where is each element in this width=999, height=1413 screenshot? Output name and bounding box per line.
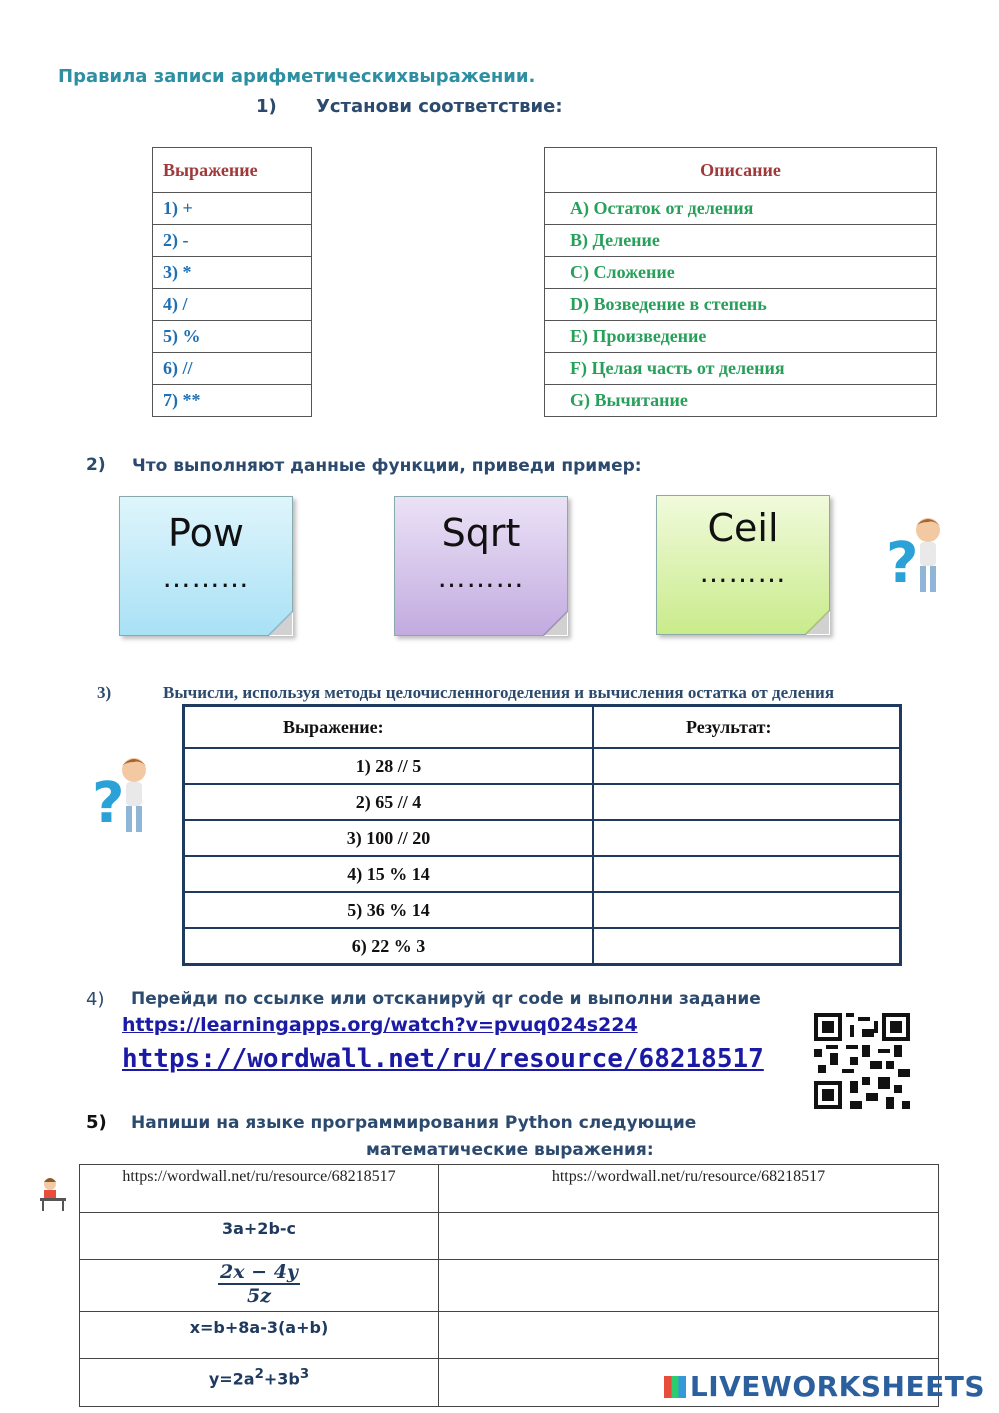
description-item[interactable]: C) Сложение (545, 257, 937, 289)
calc-table (182, 704, 902, 966)
task5-number: 5) (86, 1112, 107, 1133)
brand-icon (664, 1376, 686, 1398)
note-answer-field[interactable]: ……… (699, 556, 787, 589)
description-item[interactable]: G) Вычитание (545, 385, 937, 417)
expression-item[interactable]: 4) / (153, 289, 312, 321)
learningapps-link[interactable]: https://learningapps.org/watch?v=pvuq024s224 (122, 1014, 638, 1036)
expression-item[interactable]: 5) % (153, 321, 312, 353)
calc-expression: 3) 100 // 20 (184, 820, 594, 856)
task4-title: Перейди по ссылке или отсканируй qr code и выполни задание (131, 989, 761, 1009)
expression-item[interactable]: 6) // (153, 353, 312, 385)
expression-item[interactable]: 2) - (153, 225, 312, 257)
fraction-numerator: 2x − 4y (220, 1261, 298, 1283)
task4-number: 4) (86, 989, 105, 1010)
expression-item[interactable]: 3) * (153, 257, 312, 289)
wordwall-link[interactable]: https://wordwall.net/ru/resource/68218517 (122, 1044, 764, 1074)
table-header-link[interactable]: https://wordwall.net/ru/resource/68218517 (80, 1165, 439, 1213)
calc-header-result: Результат: (593, 706, 901, 749)
description-table (544, 147, 937, 417)
math-fraction (80, 1260, 439, 1312)
task1-title: Установи соответствие: (316, 96, 563, 117)
python-answer-input[interactable] (439, 1312, 939, 1359)
task3-title: Вычисли, используя методы целочисленногоделения и вычисления остатка от деления (163, 683, 835, 702)
calc-header-expression: Выражение: (184, 706, 594, 749)
task1-number: 1) (256, 96, 277, 117)
qr-code-icon[interactable] (814, 1013, 910, 1109)
task5-title-line1: Напиши на языке программирования Python следующие (131, 1113, 697, 1133)
expression-item[interactable]: 1) + (153, 193, 312, 225)
note-answer-field[interactable]: ……… (437, 561, 525, 594)
note-ceil (656, 495, 830, 635)
python-answer-input[interactable] (439, 1213, 939, 1260)
expression-item[interactable]: 7) ** (153, 385, 312, 417)
python-answer-input[interactable] (439, 1260, 939, 1312)
task3-number: 3) (97, 683, 112, 702)
calc-expression: 1) 28 // 5 (184, 748, 594, 784)
calc-result-input[interactable] (593, 784, 901, 820)
table-header-link[interactable]: https://wordwall.net/ru/resource/68218517 (439, 1165, 939, 1213)
svg-text:?: ? (886, 531, 919, 596)
note-label: Ceil (707, 506, 779, 550)
calc-expression: 2) 65 // 4 (184, 784, 594, 820)
task2-number: 2) (86, 455, 106, 475)
calc-result-input[interactable] (593, 748, 901, 784)
thinking-person-icon (90, 752, 156, 836)
fraction-denominator: 5z (246, 1285, 271, 1307)
math-expression: 3a+2b-c (80, 1213, 439, 1260)
calc-expression: 5) 36 % 14 (184, 892, 594, 928)
calc-result-input[interactable] (593, 928, 901, 965)
page-title: Правила записи арифметическихвыражении. (58, 66, 536, 87)
math-expression-power: $y=2a^2+3b^3$ (80, 1359, 439, 1407)
svg-text:?: ? (92, 771, 125, 836)
liveworksheets-logo: LIVEWORKSHEETS (664, 1370, 985, 1403)
thinking-person-icon (884, 512, 950, 596)
expression-header: Выражение (153, 148, 312, 193)
description-item[interactable]: D) Возведение в степень (545, 289, 937, 321)
calc-expression: 4) 15 % 14 (184, 856, 594, 892)
student-at-desk-icon (38, 1176, 68, 1212)
note-pow (119, 496, 293, 636)
note-label: Sqrt (441, 511, 521, 555)
task2-title: Что выполняют данные функции, приведи пример: (132, 456, 642, 476)
description-item[interactable]: E) Произведение (545, 321, 937, 353)
calc-result-input[interactable] (593, 820, 901, 856)
calc-result-input[interactable] (593, 892, 901, 928)
description-item[interactable]: A) Остаток от деления (545, 193, 937, 225)
description-header: Описание (545, 148, 937, 193)
task5-title-line2: математические выражения: (366, 1140, 654, 1160)
math-expression: x=b+8a-3(a+b) (80, 1312, 439, 1359)
description-item[interactable]: B) Деление (545, 225, 937, 257)
note-label: Pow (168, 511, 244, 555)
calc-expression: 6) 22 % 3 (184, 928, 594, 965)
expression-table (152, 147, 312, 417)
note-sqrt (394, 496, 568, 636)
description-item[interactable]: F) Целая часть от деления (545, 353, 937, 385)
calc-result-input[interactable] (593, 856, 901, 892)
note-answer-field[interactable]: ……… (162, 561, 250, 594)
